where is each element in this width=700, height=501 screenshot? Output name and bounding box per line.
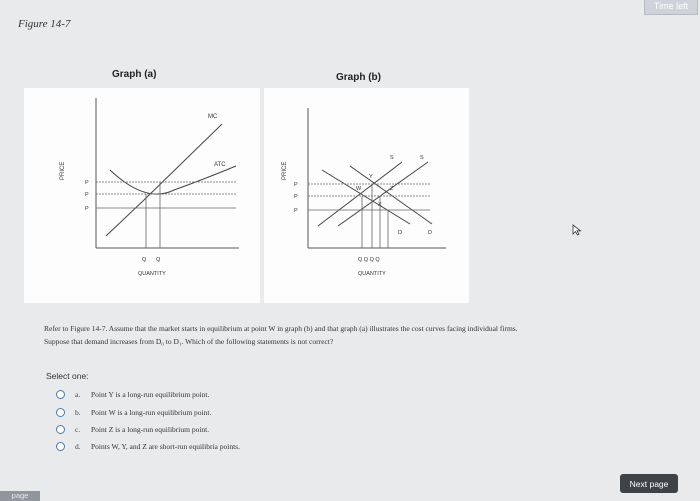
d1-label: D [398,230,402,236]
page-tab[interactable]: page [0,491,40,501]
option-c-radio[interactable] [56,425,65,434]
option-c-letter: c. [75,424,81,434]
graph-a-panel [24,88,260,303]
option-d-letter: d. [75,441,81,451]
d2-label: D [428,230,432,236]
atc-label: ATC [214,162,226,168]
graph-b-p1-label: P [294,182,298,188]
option-c[interactable] [56,422,209,436]
mc-label: MC [208,114,218,120]
time-left-badge: Time left [644,0,698,15]
option-c-text: Point Z is a long-run equilibrium point. [91,424,210,434]
graph-b-panel [264,88,469,303]
option-a-text: Point Y is a long-run equilibrium point. [91,389,210,399]
point-z-label: Z [390,186,394,192]
s1-label: S [390,155,394,161]
option-a[interactable] [56,387,209,401]
demand-curve-d1 [322,170,410,224]
graph-b-p3-label: P [294,208,298,214]
s2-label: S [420,155,424,161]
atc-curve [110,166,236,194]
graph-a-price-label: PRICE [60,161,66,180]
graph-a-q2-label: Q [156,257,161,263]
point-y-label: Y [369,174,373,180]
figure-title: Figure 14-7 [18,18,71,30]
mouse-cursor-icon [572,224,582,236]
option-b-letter: b. [75,407,81,417]
question-text [44,322,684,348]
option-d-radio[interactable] [56,442,65,451]
graph-b-price-label: PRICE [282,161,288,180]
select-one-label: Select one: [46,371,89,381]
supply-curve-s2 [338,162,428,226]
graph-a-p1-label: P [85,180,89,186]
question-line-1: Refer to Figure 14-7. Assume that the market starts in equilibrium at point W in graph (b) and that graph (a) illustrates the cost curves facing individual firms. [44,324,518,333]
option-d-text: Points W, Y, and Z are short-run equilibria points. [91,441,240,451]
graph-a-quantity-label: QUANTITY [138,271,166,277]
point-w-label: W [356,186,362,192]
next-page-button[interactable]: Next page [620,474,678,493]
option-b-text: Point W is a long-run equilibrium point. [91,407,212,417]
graph-b-quantity-ticks: Q Q Q Q [358,257,380,263]
option-a-letter: a. [75,389,81,399]
option-a-radio[interactable] [56,390,65,399]
point-x-label: X [378,202,382,208]
graph-b-label: Graph (b) [336,72,381,83]
graph-a-label: Graph (a) [112,69,157,80]
question-line-2: Suppose that demand increases from D₀ to D₁. Which of the following statements is not correct? [44,337,334,346]
mc-curve [106,124,222,236]
option-b-radio[interactable] [56,408,65,417]
option-d[interactable] [56,439,240,453]
graph-b-p2-label: P [294,194,298,200]
option-b[interactable] [56,405,211,419]
graph-a-q1-label: Q [142,257,147,263]
graph-a-p2-label: P [85,192,89,198]
graph-b-quantity-label: QUANTITY [358,271,386,277]
graph-a-p3-label: P [85,206,89,212]
